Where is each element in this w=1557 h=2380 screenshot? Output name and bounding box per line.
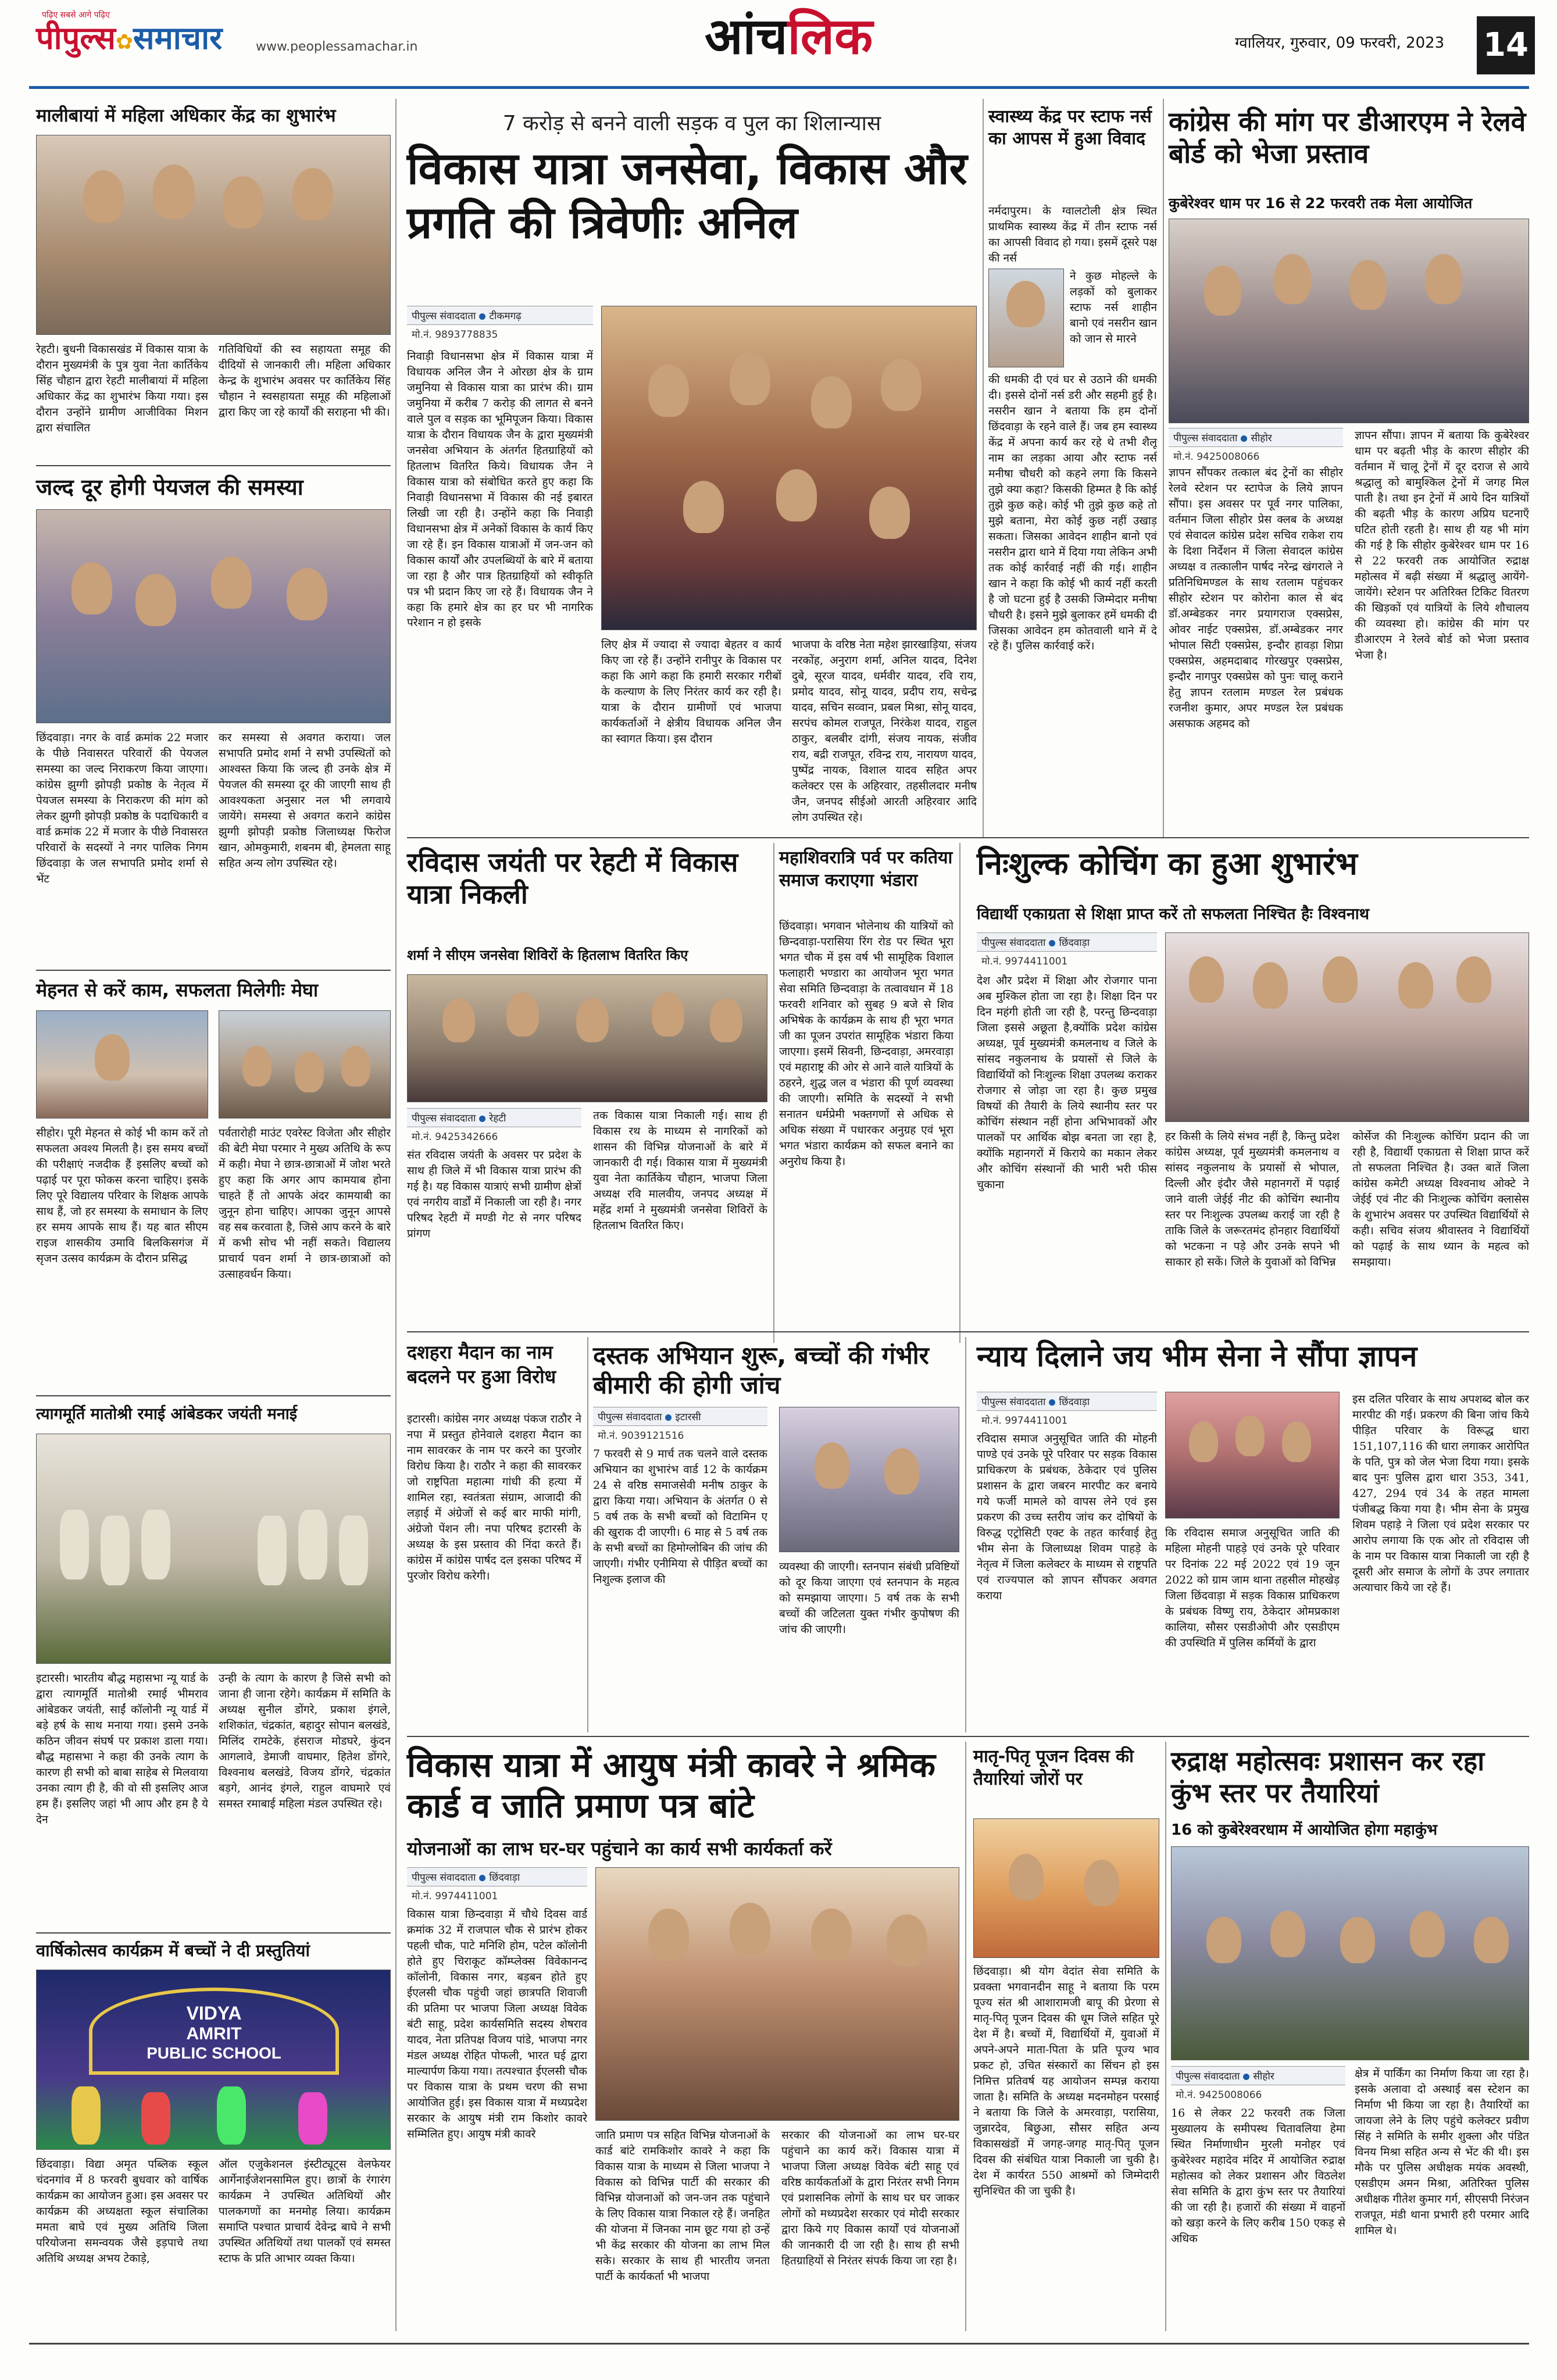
column-divider [965,1742,966,2331]
article-photo [601,306,977,630]
masthead-tagline: पढ़िए सबसे आगे पढ़िए [42,10,110,20]
byline: पीपुल्स संवाददाता छिंदवाड़ा [977,1392,1157,1411]
divider [36,1395,391,1396]
brand-logo [36,21,222,55]
section-title-red: लिक [787,8,873,66]
dot-icon [1049,940,1055,946]
dot-icon [479,313,485,320]
article-body: कोर्सेज की निःशुल्क कोचिंग प्रदान की जा रही है, विद्यार्थी एकाग्रता से शिक्षा प्राप्त करें तो सफलता निश्चित है। उक्त बातें जिला कांग्रेस कमेटी अध्यक्ष विश्वनाथ ओक्टे ने जेईई एवं नीट की निःशुल्क कोचिंग क्लासेस के शुभारंभ अवसर पर उपस्थित विद्यार्थियों से कही। सचिव संजय श्रीवास्तव ने विद्यार्थियों को पढ़ाई के साथ ध्यान के महत्व को समझाया। [1352,1130,1529,1268]
divider [407,1331,1529,1332]
divider [36,970,391,971]
article-body: कर समस्या से अवगत कराया। जल सभापति प्रमोद शर्मा ने सभी उपस्थितों को आश्वस्त किया कि जल्द ही उनके क्षेत्र में पेयजल की समस्या दूर की जाएगी साथ ही आवश्यकता अनुसार नल भी लगवाये जायेंगे। समस्या से अवगत कराने कांग्रेस झुग्गी झोपड़ी प्रकोष्ठ जिलाध्यक्ष फिरोज खान, ओमकुमारी, शबनम बी, हेमलता साहू सहित अन्य लोग उपस्थित रहे। [219,731,391,870]
website-link[interactable]: www.peoplessamachar.in [256,40,418,54]
article-body: ज्ञापन सौंपा। ज्ञापन में बताया कि कुबेरेश्वर धाम पर बढ़ती भीड़ के कारण सीहोर की वर्तमान में चालू ट्रेनों में दूर दराज से आये श्रद्धालु को बामुश्किल ट्रेनों में जगह मिल पाती है। तथा इन ट्रेनों में आये दिन यात्रियों की बढ़ती भीड़ के कारण अप्रिय घटनाएँ घटित होती रहती है। साथ ही यह भी मांग की गई है कि सीहोर कुबेरेश्वर धाम पर 16 से 22 फरवरी तक आयोजित रुद्राक्ष महोत्सव में बढ़ी संख्या में श्रद्धालु आयेंगे-जायेंगे। स्टेशन पर अतिरिक्त टिकिट वितरण की खिड़कों एवं यात्रियों के लिये शौचालय की व्यवस्था हो। कांग्रेस की मांग पर डीआरएम ने रेलवे बोर्ड को भेजा प्रस्ताव भेजा है। [1355,429,1529,662]
dot-icon [665,1414,672,1421]
dot-icon [1241,435,1247,442]
byline-mobile: मो.नं. 9974411001 [412,1891,498,1902]
article-body: पर्वतारोही माउंट एवरेस्ट विजेता और सीहोर की बेटी मेघा परमार ने मुख्य अतिथि के रूप में कही। मेघा ने छात्र-छात्राओं में जोश भरते हुए कहा कि अगर आप कामयाब होना चाहते हैं तो आपके अंदर कामयाबी का जुनून होना चाहिए। आपका जुनून आपसे वह सब करवाता है, जिसे आप करने के बारे में कभी सोच भी नहीं सकते। विद्यालय प्राचार्य पवन शर्मा ने छात्र-छात्राओं को उत्साहवर्धन किया। [219,1127,391,1281]
article-title: दस्तक अभियान शुरू, बच्चों की गंभीर बीमारी की होगी जांच [593,1341,929,1400]
brand-name-left: पीपुल्स [36,20,116,56]
article-title: जल्द दूर होगी पेयजल की समस्या [36,474,303,500]
dateline: ग्वालियर, गुरुवार, 09 फरवरी, 2023 [1235,34,1445,52]
article-body: लिए क्षेत्र में ज्यादा से ज्यादा बेहतर व कार्य किए जा रहे हैं। उन्होंने रानीपुर के विकास पर कहा कि आगे कहा कि हमारी सरकार गरीबों के कल्याण के लिए निरंतर कार्य कर रही है। यात्रा के दौरान ग्रामीणों एवं भाजपा कार्यकर्ताओं ने क्षेत्रीय विधायक अनिल जैन का स्वागत किया। इस दौरान [601,638,781,745]
column-divider [587,1337,588,1732]
article-body: ज्ञापन सौंपकर तत्काल बंद ट्रेनों का सीहोर रेलवे स्टेशन पर स्टापेज के लिये ज्ञापन सौंपा। इस अवसर पर पूर्व नगर पालिका, वर्तमान जिला सीहोर प्रेस क्लब के अध्यक्ष एवं सेवादल कांग्रेस प्रदेश सचिव राकेश राय के दिशा निर्देशन में जिला सेवादल कांग्रेस अध्यक्ष व तत्कालीन पार्षद नरेन्द्र खंगराले ने प्रतिनिधिमण्डल के साथ रतलाम पहुंचकर सीहोर स्टेशन पर कोरोना काल से बंद डॉ.अम्बेडकर नगर प्रयागराज एक्सप्रेस, ओवर नाईट एक्सप्रेस, डॉ.अम्बेडकर नगर भोपाल सिटी एक्सप्रेस, इन्दौर हावड़ा शिप्रा एक्सप्रेस, अहमदाबाद गोरखपुर एक्सप्रेस, इन्दौर नागपुर एक्सप्रेस को पुनः चालू कराने हेतु ज्ञापन रतलाम मण्डल रेल प्रबंधक रजनीश कुमार, अपर मण्डल रेल प्रबंधक असफाक अहमद को [1169,466,1343,730]
article-body: रविदास समाज अनुसूचित जाति की मोहनी पाण्डे एवं उनके पूरे परिवार पर सड़क विकास प्राधिकरण के प्रबंधक, ठेकेदार एवं पुलिस प्रशासन के द्वारा जबरन मारपीट कर बनाये गये फर्जी मामले को वापस लेने एवं इस प्रकरण की उच्च स्तरीय जांच कर दोषियों के विरुद्ध एट्रोसिटी एक्ट के तहत कार्रवाई हेतु भीम सेना के जिलाध्यक्ष शिवम पाहड़े के नेतृत्व में जिला कलेक्टर के माध्यम से राष्ट्रपति एवं राज्यपाल को ज्ञापन सौंपकर अवगत कराया [977,1432,1157,1602]
byline-mobile: मो.नं. 9425008066 [1173,451,1260,463]
section-title-black: आंच [705,8,788,66]
article-body: सीहोर। पूरी मेहनत से कोई भी काम करें तो सफलता अवश्य मिलती है। इस समय बच्चों की परीक्षाएं नजदीक हैं इसलिए बच्चों को पढ़ाई पर पूरा फोकस करना चाहिए। इसके लिए पूरे विद्यालय परिवार के शिक्षक आपके साथ हैं, जो हर समस्या के समाधान के लिए हर समय आपके साथ हैं। यह बात सीएम राइज शासकीय उमावि बिलकिसगंज में सृजन उत्सव कार्यक्रम के दौरान प्रसिद्ध [36,1127,208,1265]
article-body: नर्मदापुरम। के ग्वालटोली क्षेत्र स्थित प्राथमिक स्वास्थ्य केंद्र में तीन स्टाफ नर्स का आपसी विवाद हो गया। इसमें दूसरे पक्ष की नर्स [988,205,1157,265]
flower-icon: ✿ [115,30,134,54]
article-title: कांग्रेस की मांग पर डीआरएम ने रेलवे बोर्ड को भेजा प्रस्ताव [1169,106,1526,170]
masthead-rule [29,86,1529,89]
byline-mobile: मो.नं. 9425342666 [412,1131,498,1143]
footer-rule [29,2343,1529,2345]
article-body: भाजपा के वरिष्ठ नेता महेश झारखाड़िया, संजय नरकोंह, अनुराग शर्मा, अनिल यादव, दिनेश दुबे, सूरज यादव, धर्मवीर यादव, रवि राय, प्रमोद यादव, सोनू यादव, प्रदीप राय, सचेन्द्र यादव, सचिन सव्वान, प्रबल मिश्रा, सोनू यादव, सरपंच कोमल राजपूत, निरंकेश यादव, राहुल ठाकुर, बलबीर दांगी, संजय नायक, संजीव राय, बद्री राजपूत, रविन्द्र राय, नारायण यादव, पुष्पेंद्र नायक, विशाल यादव सहित अपर कलेक्टर एस के अहिरवार, तहसीलदार मनीष जैन, जनपद सीईओ आरती अहिरवार आदि लोग उपस्थित रहे। [792,638,977,824]
article-body: देश और प्रदेश में शिक्षा और रोजगार पाना अब मुश्किल होता जा रहा है। शिक्षा दिन पर दिन महंगी होती जा रही है, परन्तु छिन्दवाड़ा जिला इससे अछूता है,क्योंकि प्रदेश कांग्रेस अध्यक्ष, पूर्व मुख्यमंत्री कमलनाथ व जिले के सांसद नकुलनाथ के प्रयासों से जिले के विद्यार्थियों को निःशुल्क शिक्षा उपलब्ध कराकर रोजगार से जोड़ा जा रहा है। कुछ प्रमुख विषयों की तैयारी के लिये स्थानीय स्तर पर कोचिंग संस्थान नहीं होना अभिभावकों और पालकों पर आर्थिक बोझ बनता जा रहा है, क्योंकि महानगरों में किराये का मकान लेकर और कोचिंग संस्थानों की भारी भरी फीस चुकाना [977,974,1157,1191]
article-subtitle: शर्मा ने सीएम जनसेवा शिविरों के हितलाभ वितरित किए [407,947,688,963]
article-photo [779,1407,959,1552]
column-divider [983,99,984,837]
article-photo [407,974,767,1102]
article-body: इटारसी। कांग्रेस नगर अध्यक्ष पंकज राठौर ने नपा में प्रस्तुत होनेवाले दशहरा मैदान का नाम सावरकर के नाम पर करने का पुरजोर विरोध किया है। राठौर ने कहा की सावरकर जो राष्ट्रपिता महात्मा गांधी की हत्या में शामिल रहा, स्वतंत्रता संग्राम, आजादी की लड़ाई में अंग्रेजों से कई बार माफी मांगी, अंग्रेजो पेंशन ली। नपा परिषद इटारसी के अध्यक्ष के इस प्रस्ताव की निंदा करते हैं। कांग्रेस में कांग्रेस पार्षद दल इसका परिषद में पुरजोर विरोध करेगी। [407,1413,581,1582]
article-title: स्वास्थ्य केंद्र पर स्टाफ नर्स का आपस में हुआ विवाद [988,106,1152,149]
article-photo [36,135,391,335]
byline-mobile: मो.नं. 9893778835 [412,329,498,341]
article-title: विकास यात्रा में आयुष मंत्री कावरे ने श्रमिक कार्ड व जाति प्रमाण पत्र बांटे [407,1745,935,1825]
article-photo [219,1010,391,1118]
article-body: उन्ही के त्याग के कारण है जिसे सभी को जाना ही जाना रहेगे। कार्यक्रम में समिति के अध्यक्ष सुनील डोंगरे, प्रकाश इंगले, शशिकांत, चंद्रकांत, बहादुर सोपान बलखंडे, मिलिंद रामटेके, हंसराज मोडघरे, कुंदन आगलावे, डेमाजी वाघमार, हितेश डोंगरे, विश्वनाथ बलखंडे, विजय डोंगरे, चंद्रकांत बड़गे, आनंद इंगले, राहुल वाघमारे एवं समस्त रमाबाई महिला मंडल उपस्थित रहे। [219,1672,391,1810]
article-body: रेहटी। बुधनी विकासखंड में विकास यात्रा के दौरान मुख्यमंत्री के पुत्र युवा नेता कार्तिकेय सिंह चौहान द्वारा रेहटी मालीबायां में महिला अधिकार केंद्र का शुभारंभ किया गया। इस दौरान उन्होंने ग्रामीण आजीविका मिशन द्वारा संचालित [36,343,208,434]
article-body: इस दलित परिवार के साथ अपशब्द बोल कर मारपीट की गई। प्रकरण की बिना जांच किये पीड़ित परिवार के विरूद्ध धारा 151,107,116 की धारा लगाकर आरोपित के पति, पुत्र को जेल भेजा दिया गया। इसके बाद पुनः पुलिस द्वारा धारा 353, 341, 427, 294 एवं 34 के तहत मामला पंजीबद्ध किया गया है। भीम सेना के प्रमुख शिवम पहाड़े ने जिला एवं प्रदेश सरकार पर आरोप लगाया कि एक ओर तो रविदास जी के नाम पर विकास यात्रा निकाली जा रही है दूसरी ओर समाज के लोगों के उपर लगातार अत्याचार किये जा रहे हैं। [1352,1393,1529,1594]
page-number: 14 [1477,16,1535,74]
lead-kicker: 7 करोड़ से बनने वाली सड़क व पुल का शिलान्यास [502,112,881,135]
article-title: निःशुल्क कोचिंग का हुआ शुभारंभ [977,845,1358,882]
divider [36,465,391,466]
article-body: निवाड़ी विधानसभा क्षेत्र में विकास यात्रा में विधायक अनिल जैन ने ओरछा क्षेत्र के ग्राम जमुनिया से विकास यात्रा का प्रारंभ की। ग्राम जमुनिया में करीब 7 करोड़ की लागत से बनने वाले पुल व सड़क का भूमिपूजन किया। विकास यात्रा के दौरान विधायक जैन के द्वारा मुख्यमंत्री जनसेवा अभियान के अंतर्गत हितग्राहियों को हितलाभ वितरित किये। विधायक जैन ने विकास यात्रा को संबोधित करते हुए कहा कि निवाड़ी विधानसभा में विकास की नई इबारत लिखी जा रही है। उन्होंने कहा कि निवाड़ी विधानसभा क्षेत्र में अनेकों विकास के कार्य किए जा रहे हैं। इन विकास यात्राओं में जन-जन को विकास कार्यों और उपलब्धियों के बारे में बताया जा रहा है और पात्र हितग्राहियों को स्वीकृति पत्र भी प्रदान किए जा रहे हैं। विधायक जैन ने कहा कि हमारे क्षेत्र का हर घर भी नागरिक परेशान न हो इसके [407,350,593,630]
article-photo [988,269,1064,367]
dot-icon [1049,1399,1055,1406]
lead-headline: विकास यात्रा जनसेवा, विकास और प्रगति की त्रिवेणीः अनिल [407,142,967,248]
article-photo [36,1434,391,1664]
article-subtitle: कुबेरेश्वर धाम पर 16 से 22 फरवरी तक मेला आयोजित [1169,195,1473,212]
article-subtitle: विद्यार्थी एकाग्रता से शिक्षा प्राप्त करें तो सफलता निश्चित हैः विश्वनाथ [977,905,1369,923]
article-body: संत रविदास जयंती के अवसर पर प्रदेश के साथ ही जिले में भी विकास यात्रा प्रारंभ की गई है। यह विकास यात्राएं सभी ग्रामीण क्षेत्रों एवं नगरीय वार्डों में निकाली जा रही है। नगर परिषद रेहटी में मण्डी गेट से नगर परिषद प्रांगण [407,1149,581,1240]
byline-mobile: मो.नं. 9974411001 [981,1415,1068,1427]
article-photo [1169,219,1529,423]
article-photo [36,1010,208,1118]
article-photo [36,1970,391,2150]
article-body: ऑल एजुकेशनल इंस्टीट्यूट्स वेलफेयर आर्गेनाईजेशनसामिल हुए। छात्रों के रंगारंग कार्यक्रम ने उपस्थित अतिथियों और पालकगणों का मनमोह लिया। कार्यक्रम समाप्ति पश्चात प्राचार्य देवेन्द्र बाघे ने सभी उपस्थित अतिथियों तथा पालकों एवं समस्त स्टाफ के प्रति आभार व्यक्त किया। [219,2158,391,2265]
article-body: व्यवस्था की जाएगी। स्तनपान संबंधी प्रविष्टियों को दूर किया जाएगा एवं स्तनपान के महत्व को समझाया जाएगा। 5 वर्ष तक के सभी बच्चों की जटिलता युक्त गंभीर कुपोषण की जांच की जाएगी। [779,1560,959,1636]
article-photo [1165,932,1529,1122]
article-title: न्याय दिलाने जय भीम सेना ने सौंपा ज्ञापन [977,1339,1417,1373]
byline: पीपुल्स संवाददाता छिंदवाड़ा [407,1867,587,1886]
byline-mobile: मो.नं. 9039121516 [598,1430,684,1442]
article-body: क्षेत्र में पार्किंग का निर्माण किया जा रहा है। इसके अलावा दो अस्थाई बस स्टेशन का निर्माण भी किया जा रहा है। तैयारियों का जायजा लेने के लिए पहुंचे कलेक्टर प्रवीण सिंह ने समिति के समीर शुक्ला और पंडित विनय मिश्रा सहित अन्य से भेंट की थी। इस मौके पर पुलिस अधीक्षक मयंक अवस्थी, एसडीएम अमन मिश्रा, अतिरिक्त पुलिस अधीक्षक गीतेश कुमार गर्ग, सीएसपी निरंजन राजपूत, मंडी थाना प्रभारी हरी परमार आदि शामिल थे। [1355,2067,1529,2237]
divider [407,1736,1529,1737]
article-body: विकास यात्रा छिन्दवाड़ा में चौथे दिवस वार्ड क्रमांक 32 में राजपाल चौक से प्रारंभ होकर पहली चौक, पाटे मनिशि होम, पटेल कॉलोनी होते हुए चिराकूट कॉम्प्लेक्स विवेकानन्द कॉलोनी, विकास नगर, बड़बन होते हुए ईएलसी चौक पहुंची जहां छात्रपति शिवाजी की प्रतिमा पर भाजपा जिला अध्यक्ष विवेक बंटी साहू, प्रदेश कार्यसमिति सदस्य शेषराव यादव, नेता प्रतिपक्ष विजय पांडे, भाजपा नगर मंडल अध्यक्ष रोहित पोफली, भारत घई द्वारा माल्यार्पण किया गया। तत्पश्चात ईएलसी चौक पर विकास यात्रा के प्रथम चरण की सभा आयोजित हुई। इस विकास यात्रा में मध्यप्रदेश सरकार के आयुष मंत्री राम किशोर कावरे सम्मिलित हुए। आयुष मंत्री कावरे [407,1908,587,2140]
byline: पीपुल्स संवाददाता इटारसी [593,1407,767,1426]
column-divider [395,99,397,2331]
divider [407,837,1529,838]
section-title [705,9,873,65]
masthead [0,0,1557,87]
article-body: गतिविधियों की स्व सहायता समूह की दीदियों से जानकारी ली। महिला अधिकार केन्द्र के शुभारंभ अवसर पर कार्तिकेय सिंह चौहान ने स्वसहायता समूह की महिलाओं द्वारा किए जा रहे कार्यों की सराहना भी की। [219,343,391,419]
article-title: त्यागमूर्ति मातोश्री रमाई आंबेडकर जयंती मनाई [36,1405,297,1423]
column-divider [959,843,960,1343]
article-title: महाशिवरात्रि पर्व पर कतिया समाज कराएगा भंडारा [779,848,953,891]
column-divider [965,1337,966,1732]
article-body: सरकार की योजनाओं का लाभ घर-घर पहुंचाने का कार्य करें। विकास यात्रा में भाजपा जिला अध्यक्ष विवेक बंटी साहू एवं वरिष्ठ कार्यकर्ताओं के द्वारा निरंतर सभी निगम एवं प्रशासनिक लोगों के साथ घर घर जाकर लोगों को मध्यप्रदेश सरकार एवं मोदी सरकार द्वारा किये गए विकास कार्यों एवं योजनाओं की जानकारी दी जा रही है। साथ ही सभी हितग्राहियों से निरंतर संपर्क किया जा रहा है। [781,2129,959,2267]
article-photo [595,1867,959,2121]
article-subtitle: योजनाओं का लाभ घर-घर पहुंचाने का कार्य सभी कार्यकर्ता करें [407,1838,832,1860]
column-divider [1163,99,1164,837]
article-title: मेहनत से करें काम, सफलता मिलेगीः मेघा [36,979,319,1001]
article-title: दशहरा मैदान का नाम बदलने पर हुआ विरोध [407,1341,556,1388]
article-title: मातृ-पितृ पूजन दिवस की तैयारियां जोरों पर [973,1746,1134,1789]
article-photo [1171,1846,1529,2060]
article-title: मालीबायां में महिला अधिकार केंद्र का शुभारंभ [36,105,336,126]
article-body: छिंदवाड़ा। विद्या अमृत पब्लिक स्कूल चंदनगांव में 8 फरवरी बुधवार को वार्षिक कार्यक्रम का आयोजन हुआ। इस अवसर पर कार्यक्रम की अध्यक्षता स्कूल संचालिका ममता बाघे एवं मुख्य अतिथि जिला परियोजना समन्वयक जैसे इड़पाचे तथा अतिथि अध्यक्ष अभय टेकाड़े, [36,2158,208,2265]
byline: पीपुल्स संवाददाता टीकमगढ़ [407,306,593,325]
article-title: रुद्राक्ष महोत्सवः प्रशासन कर रहा कुंभ स्तर पर तैयारियां [1171,1745,1485,1809]
article-photo [36,509,391,723]
article-photo [1165,1392,1340,1518]
article-body: इटारसी। भारतीय बौद्ध महासभा न्यू यार्ड के द्वारा त्यागमूर्ति मातोश्री रमाई भीमराव आंबेडकर जयंती, साईं कॉलोनी न्यू यार्ड में बड़े हर्ष के साथ मनाया गया। इसमे उनके कठिन जीवन संघर्ष पर प्रकाश डाला गया। बौद्ध महासभा ने कहा की उनके त्याग के कारण ही सभी को बाबा साहेब से मिलवाया उनका त्याग ही है, की वो सी इसलिए आज हम हैं। इसलिए जहां भी आप और हम है ये देन [36,1672,208,1826]
byline: पीपुल्स संवाददाता रेहटी [407,1108,581,1127]
article-body: छिंदवाड़ा। श्री योग वेदांत सेवा समिति के प्रवक्ता भगवानदीन साहू ने बताया कि परम पूज्य संत श्री आशारामजी बापू की प्रेरणा से मातृ-पितृ पूजन दिवस की धूम जिले सहित पूरे देश में है। बच्चों में, विद्यार्थियों में, युवाओं में अपने-अपने माता-पिता के प्रति पूज्य भाव प्रकट हो, उचित संस्कारों का सिंचन हो इस निमित्त प्रतिवर्ष यह आयोजन सम्पन्न कराया जाता है। समिति के अध्यक्ष मदनमोहन परसाई ने बताया कि जिले के अमरवाड़ा, परासिया, जुन्नारदेव, बिछुआ, सौसर सहित अन्य विकासखंडों में जगह-जगह मातृ-पितृ पूजन दिवस की संबंधित यात्रा निकाली जा चुकी है। देश में कार्यरत 550 आश्रमों को जिम्मेदारी सुनिश्चित की जा चुकी है। [973,1965,1159,2197]
byline: पीपुल्स संवाददाता छिंदवाड़ा [977,932,1157,952]
byline-mobile: मो.नं. 9425008066 [1176,2089,1262,2101]
article-title: वार्षिकोत्सव कार्यक्रम में बच्चों ने दी प्रस्तुतियां [36,1941,310,1960]
article-body: की धमकी दी एवं घर से उठाने की धमकी दी। इससे दोनों नर्स डरी और सहमी हुई है। नसरीन खान ने बताया कि हम दोनों छिंदवाड़ा के रहने वाले हैं। जब हम स्वास्थ्य केंद्र में अपना कार्य कर रहे थे तभी शैलू नाम का लड़का आया और स्टाफ नर्स मनीषा चौधरी को कहने लगा कि किसने तुझे क्या कहा? किसकी हिम्मत है कि कोई तुझे कुछ कहे। कोई भी तुझे कुछ कहे तो मुझे बताना, मेरा कोई कुछ नहीं उखाड़ सकता। जिसका आवेदन शाहीन बानो एवं नसरीन द्वारा थाने में दिया गया लेकिन अभी तक कोई कार्रवाई नहीं की गई। शाहीन खान ने कहा कि कोई भी कार्य नहीं करती है जो घटना हुई है उसकी जिम्मेदार मनीषा चौधरी है। इसने मुझे बुलाकर हमें धमकी दी जिसका आवेदन हम कोतवाली थाने में दे रहे हैं। पुलिस कार्रवाई करें। [988,373,1157,653]
article-body: 7 फरवरी से 9 मार्च तक चलने वाले दस्तक अभियान का शुभारंभ वार्ड 12 के कार्यक्रम 24 से वरिष्ठ समाजसेवी मनीष ठाकुर के द्वारा किया गया। अभियान के अंतर्गत 0 से 5 वर्ष तक के सभी बच्चों को विटामिन ए की खुराक दी जाएगी। 6 माह से 5 वर्ष तक के सभी बच्चों का हिमोग्लोबिन की जांच की जाएगी। गंभीर एनीमिया से पीड़ित बच्चों का निशुल्क इलाज की [593,1448,767,1586]
article-body: 16 से लेकर 22 फरवरी तक जिला मुख्यालय के समीपस्थ चितावलिया हेमा स्थित निर्माणाधीन मुरली मनोहर एवं कुबेरेश्वर महादेव मंदिर में आयोजित रुद्राक्ष महोत्सव को लेकर प्रशासन और विठलेश सेवा समिति के द्वारा कुंभ स्तर पर तैयारियां की जा रही है। हजारों की संख्या में वाहनों को खड़ा करने के लिए करीब 150 एकड़ से अधिक [1171,2107,1345,2245]
column-divider [1165,1742,1166,2331]
article-body: जाति प्रमाण पत्र सहित विभिन्न योजनाओं के कार्ड बांटे रामकिशोर कावरे ने कहा कि विकास यात्रा के माध्यम से जिला भाजपा ने विकास को विभिन्न पार्टी की सरकार की विभिन्न योजनाओं को जन-जन तक पहुंचाने के लिए विकास यात्रा निकाल रहे हैं। जनहित की योजना में जिनका नाम छूट गया हो उन्हें भी केंद्र सरकार की योजना का लाभ मिल सके। सरकार के साथ ही भारतीय जनता पार्टी के कार्यकर्ता भी भाजपा [595,2129,770,2283]
divider [36,1932,391,1934]
byline: पीपुल्स संवाददाता सीहोर [1169,428,1343,447]
article-body: छिंदवाड़ा। नगर के वार्ड क्रमांक 22 मजार के पीछे निवासरत परिवारों की पेयजल समस्या का जल्द निराकरण किया जाएगा। कांग्रेस झुग्गी झोपड़ी प्रकोष्ठ के नेतृत्व में पेयजल समस्या के निराकरण की मांग को लेकर झुग्गी झोपड़ी प्रकोष्ठ के पदाधिकारी व वार्ड क्रमांक 22 में मजार के पीछे निवासरत परिवारों के सदस्यों ने नगर पालिक निगम छिंदवाड़ा के जल सभापति प्रमोद शर्मा से भेंट [36,731,208,885]
column-divider [773,843,774,1343]
photo-sign: VIDYA AMRIT PUBLIC SCHOOL [89,1988,339,2075]
dot-icon [479,1116,485,1122]
article-photo [973,1818,1159,1958]
article-body: कि रविदास समाज अनुसूचित जाति की महिला मोहनी पाहड़े एवं उनके पूरे परिवार पर दिनांक 22 मई 2022 एवं 19 जून 2022 को ग्राम जाम थाना तहसील मोहखेड़ जिला छिंदवाड़ा में सड़क विकास प्राधिकरण के प्रबंधक विष्णु राय, ठेकेदार ओमप्रकाश कालिया, सौसर एसडीओपी और एसडीएम की उपस्थिति में पुलिस कर्मियों के द्वारा [1165,1527,1340,1649]
byline-mobile: मो.नं. 9974411001 [981,956,1068,967]
article-title: रविदास जयंती पर रेहटी में विकास यात्रा निकली [407,846,738,910]
article-body: हर किसी के लिये संभव नहीं है, किन्तु प्रदेश कांग्रेस अध्यक्ष, पूर्व मुख्यमंत्री कमलनाथ व सांसद नकुलनाथ के प्रयासों से भोपाल, दिल्ली और इंदौर जैसे महानगरों में पढ़ाई जाने वाली जेईई नीट की कोचिंग स्थानीय स्तर पर निःशुल्क उपलब्ध कराई जा रही है ताकि जिले के जरूरतमंद होनहार विद्यार्थियों को भटकना न पड़े और उनके सपने भी साकार हो सकें। जिले के युवाओं को विभिन्न [1165,1130,1340,1268]
dot-icon [1243,2074,1249,2080]
article-body: छिंदवाड़ा। भगवान भोलेनाथ की यात्रियों को छिन्दवाड़ा-परासिया रिंग रोड पर स्थित भूरा भगत चौक में इस वर्ष भी सामूहिक विशाल फलाहारी भण्डारा का आयोजन भूरा भगत सेवा समिति छिन्दवाड़ा के तत्वावधान में 18 फरवरी शनिवार को सुबह 9 बजे से शिव अभिषेक के कार्यक्रम के साथ ही भूरा भगत जी का पूजन उपरांत सामूहिक भंडारा किया जाएगा। इसमें सिवनी, छिन्दवाड़ा, अमरवाड़ा एवं महाराष्ट्र की ओर से आने वाले यात्रियों के ठहरने, शुद्ध जल व भंडारा की पूर्ण व्यवस्था की जाएगी। समिति के सदस्यों ने सभी सनातन धर्मप्रेमी भक्तगणों से अधिक से अधिक संख्या में पधारकर अनुग्रह एवं भूरा भगत भंडारा कार्यक्रम को सफल बनाने का अनुरोध किया है। [779,920,954,1168]
article-body: तक विकास यात्रा निकाली गई। साथ ही विकास रथ के माध्यम से नागरिकों को शासन की विभिन्न योजनाओं के बारे में जानकारी दी गई। विकास यात्रा में मुख्यमंत्री युवा नेता कार्तिकेय चौहान, भाजपा जिला अध्यक्ष रवि मालवीय, जनपद अध्यक्ष में महेंद्र शर्मा ने मुख्यमंत्री जनसेवा शिविरों के हितलाभ वितरित किए। [593,1109,767,1232]
dot-icon [479,1875,485,1881]
article-subtitle: 16 को कुबेरेश्वरधाम में आयोजित होगा महाकुंभ [1171,1821,1438,1839]
byline: पीपुल्स संवाददाता सीहोर [1171,2066,1345,2085]
brand-name-right: समाचार [133,20,223,56]
article-body: ने कुछ मोहल्ले के लड़कों को बुलाकर स्टाफ नर्स शाहीन बानो एवं नसरीन खान को जान से मारने [1070,270,1157,345]
